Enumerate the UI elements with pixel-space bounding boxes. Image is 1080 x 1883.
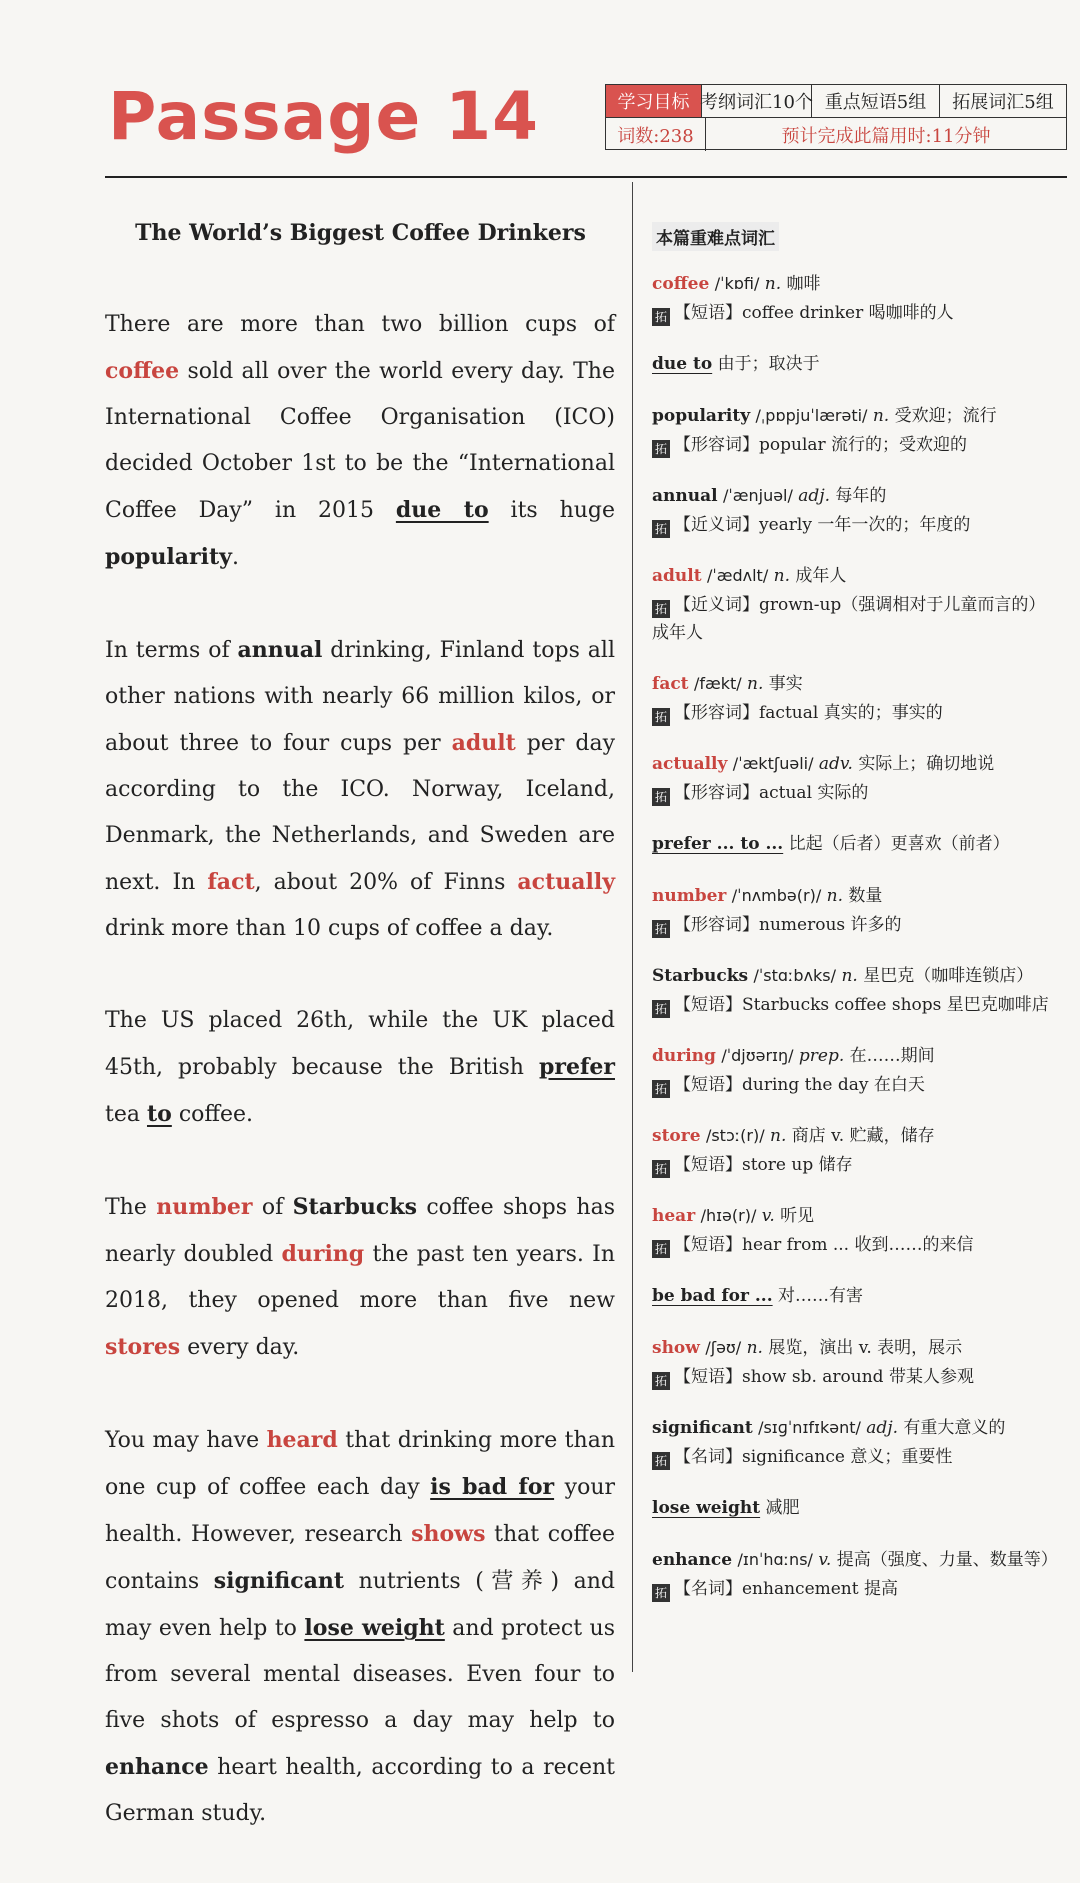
- goals-estimated-time: 预计完成此篇用时:11分钟: [781, 125, 991, 147]
- extension-tag: 【形容词】: [674, 703, 759, 723]
- vocab-meaning: 在……期间: [849, 1046, 935, 1066]
- extension-text: actual 实际的: [759, 783, 869, 803]
- header-divider: [105, 176, 1067, 178]
- vocab-headline: [652, 1333, 1062, 1363]
- vocab-meaning: 听见: [780, 1206, 815, 1226]
- extension-tag: 【近义词】: [674, 595, 759, 615]
- vocab-headline: [652, 1493, 1062, 1523]
- extension-text: grown-up（强调相对于儿童而言的）成年人: [652, 595, 1046, 643]
- phrase-prefer: prefer: [538, 1054, 615, 1080]
- vocab-entry: [652, 961, 1062, 1019]
- extension-tag: 【短语】: [674, 1235, 742, 1255]
- text-run: heart health, according to a recent German study.: [105, 1755, 615, 1826]
- goals-phrase-count: 重点短语5组: [812, 85, 940, 117]
- vocab-headline: [652, 401, 1062, 431]
- vocab-extension: [652, 699, 1062, 727]
- keyword-enhance: enhance: [105, 1754, 209, 1780]
- phrase-due-to: due to: [395, 497, 489, 523]
- keyword-stores: stores: [105, 1334, 181, 1360]
- vocab-word: number: [652, 886, 727, 906]
- vocab-headline: [652, 1281, 1062, 1311]
- vocab-entry: [652, 881, 1062, 939]
- vocab-part-of-speech: n.: [826, 886, 843, 906]
- vocab-meaning: 有重大意义的: [903, 1418, 1006, 1438]
- extension-text: during the day 在白天: [742, 1075, 925, 1095]
- vocab-entry: [652, 1281, 1062, 1311]
- vocab-word: be bad for ...: [652, 1286, 773, 1306]
- vocab-extension: [652, 1363, 1062, 1391]
- vocab-pronunciation: /ˌpɒpjuˈlærəti/: [755, 406, 868, 425]
- vocab-entry: [652, 401, 1062, 459]
- vocab-pronunciation: /ˈstɑːbʌks/: [753, 966, 837, 985]
- vocab-headline: [652, 349, 1062, 379]
- text-run: coffee shops has nearly doubled: [105, 1195, 616, 1267]
- vocab-word: enhance: [652, 1550, 733, 1570]
- text-run: , about 20% of Finns: [254, 870, 518, 895]
- vocab-pronunciation: /fækt/: [693, 674, 742, 693]
- vocab-entry: [652, 1493, 1062, 1523]
- vocab-part-of-speech: adj.: [866, 1418, 898, 1438]
- text-run: the past ten years. In 2018, they opened more than five new: [105, 1242, 615, 1313]
- extension-tag: 【名词】: [674, 1579, 742, 1599]
- vocab-headline: [652, 481, 1062, 511]
- vocab-word: significant: [652, 1418, 753, 1438]
- vocab-pronunciation: /ˈkɒfi/: [714, 274, 760, 293]
- keyword-during: during: [281, 1241, 365, 1267]
- vocab-entry: [652, 1201, 1062, 1259]
- keyword-number: number: [156, 1194, 253, 1220]
- vocab-meaning: 提高（强度、力量、数量等）: [836, 1550, 1058, 1570]
- vocab-meaning: 对……有害: [778, 1286, 864, 1306]
- vocab-pronunciation: /hɪə(r)/: [700, 1206, 757, 1225]
- vocab-entry: [652, 1545, 1062, 1603]
- paragraph-4: [105, 1184, 615, 1371]
- vocab-extension: [652, 511, 1062, 539]
- extension-tag: 【短语】: [674, 303, 742, 323]
- vocab-extension: [652, 1071, 1062, 1099]
- extension-icon: 拓: [652, 1584, 670, 1602]
- vocab-word: during: [652, 1046, 716, 1066]
- extension-tag: 【形容词】: [674, 783, 759, 803]
- keyword-heard: heard: [266, 1427, 338, 1453]
- phrase-to: to: [146, 1101, 172, 1127]
- vocab-word: prefer ... to ...: [652, 834, 784, 854]
- vocab-word: actually: [652, 754, 728, 774]
- vocab-part-of-speech: n.: [770, 1126, 787, 1146]
- text-run: nutrients (营养) and may even help to: [105, 1569, 615, 1641]
- vocab-meaning: 咖啡: [786, 274, 821, 294]
- extension-text: coffee drinker 喝咖啡的人: [742, 303, 954, 323]
- vocab-headline: [652, 881, 1062, 911]
- vocab-pronunciation: /ˈænjuəl/: [722, 486, 793, 505]
- vocab-entry: [652, 749, 1062, 807]
- keyword-adult: adult: [451, 730, 516, 756]
- vocab-entry: [652, 829, 1062, 859]
- extension-text: Starbucks coffee shops 星巴克咖啡店: [742, 995, 1049, 1015]
- keyword-coffee: coffee: [105, 358, 180, 384]
- vocab-pronunciation: /ˈædʌlt/: [706, 566, 769, 585]
- keyword-significant: significant: [213, 1568, 345, 1594]
- vocabulary-list: [652, 269, 1062, 1603]
- vocab-extension: [652, 591, 1062, 647]
- vocab-meaning: 事实: [768, 674, 803, 694]
- keyword-fact: fact: [207, 869, 255, 895]
- extension-icon: 拓: [652, 920, 670, 938]
- extension-icon: 拓: [652, 708, 670, 726]
- vocab-meaning: 减肥: [765, 1498, 800, 1518]
- extension-tag: 【近义词】: [674, 515, 759, 535]
- vocab-meaning: 星巴克（咖啡连锁店）: [863, 966, 1034, 986]
- vocab-word: lose weight: [652, 1498, 761, 1518]
- vocab-part-of-speech: n.: [746, 1338, 763, 1358]
- vocab-meaning: 受欢迎；流行: [894, 406, 997, 426]
- vocab-word: adult: [652, 566, 702, 586]
- vocabulary-panel: [652, 222, 1062, 1625]
- vocab-meaning: 成年人: [795, 566, 847, 586]
- learning-goals-table: [605, 84, 1067, 150]
- vocab-meaning: 商店 v. 贮藏，储存: [791, 1126, 935, 1146]
- vocab-headline: [652, 269, 1062, 299]
- article-body: [105, 302, 615, 1883]
- extension-text: numerous 许多的: [759, 915, 902, 935]
- text-run: You may have: [105, 1428, 267, 1453]
- vocab-pronunciation: /ʃəʊ/: [705, 1338, 742, 1357]
- vocab-extension: [652, 1575, 1062, 1603]
- extension-tag: 【形容词】: [674, 435, 759, 455]
- vocab-part-of-speech: n.: [764, 274, 782, 294]
- vocab-word: due to: [652, 354, 713, 374]
- text-run: The: [105, 1195, 157, 1220]
- text-run: of: [252, 1195, 293, 1220]
- paragraph-5: [105, 1417, 615, 1837]
- extension-text: popular 流行的；受欢迎的: [759, 435, 968, 455]
- goals-row: [606, 85, 1066, 118]
- phrase-is-bad-for: is bad for: [430, 1474, 555, 1500]
- paragraph-2: [105, 627, 615, 952]
- vocab-part-of-speech: adv.: [818, 754, 853, 774]
- vocab-extension: [652, 779, 1062, 807]
- extension-text: show sb. around 带某人参观: [742, 1367, 974, 1387]
- vocab-meaning: 展览，演出 v. 表明，展示: [768, 1338, 963, 1358]
- text-run: that coffee contains: [105, 1522, 615, 1594]
- vocab-entry: [652, 1333, 1062, 1391]
- vocab-word: show: [652, 1338, 700, 1358]
- vocab-headline: [652, 829, 1062, 859]
- vocab-part-of-speech: v.: [818, 1550, 832, 1570]
- goals-label: 学习目标: [606, 85, 702, 117]
- column-divider: [632, 182, 633, 1672]
- vocab-extension: [652, 1151, 1062, 1179]
- text-run: tea: [105, 1102, 147, 1127]
- extension-icon: 拓: [652, 1452, 670, 1470]
- vocab-word: fact: [652, 674, 689, 694]
- vocab-entry: [652, 269, 1062, 327]
- extension-tag: 【短语】: [674, 1155, 742, 1175]
- vocab-pronunciation: /ˈdjʊərɪŋ/: [721, 1046, 794, 1065]
- goals-vocab-count: 考纲词汇10个: [702, 85, 812, 117]
- extension-text: enhancement 提高: [742, 1579, 898, 1599]
- text-run: and protect us from several mental diseases. Even four to five shots of espresso a day may help to: [105, 1616, 615, 1733]
- vocab-meaning: 数量: [848, 886, 883, 906]
- keyword-annual: annual: [237, 637, 323, 663]
- goals-extension-count: 拓展词汇5组: [952, 92, 1054, 113]
- extension-text: significance 意义；重要性: [742, 1447, 953, 1467]
- extension-icon: 拓: [652, 788, 670, 806]
- vocab-part-of-speech: n.: [747, 674, 764, 694]
- vocab-headline: [652, 749, 1062, 779]
- keyword-starbucks: Starbucks: [292, 1194, 417, 1220]
- vocab-part-of-speech: n.: [841, 966, 858, 986]
- vocab-part-of-speech: v.: [761, 1206, 775, 1226]
- vocab-meaning: 比起（后者）更喜欢（前者）: [788, 834, 1010, 854]
- vocab-word: coffee: [652, 274, 710, 294]
- vocab-headline: [652, 1041, 1062, 1071]
- phrase-lose-weight: lose weight: [304, 1615, 445, 1641]
- goals-row: [606, 118, 1066, 151]
- extension-tag: 【形容词】: [674, 915, 759, 935]
- vocab-part-of-speech: n.: [872, 406, 890, 426]
- vocab-word: hear: [652, 1206, 696, 1226]
- text-run: drink more than 10 cups of coffee a day.: [105, 916, 554, 941]
- extension-icon: 拓: [652, 1160, 670, 1178]
- keyword-actually: actually: [517, 869, 615, 895]
- vocab-headline: [652, 561, 1062, 591]
- paragraph-3: [105, 998, 615, 1138]
- extension-icon: 拓: [652, 308, 670, 326]
- extension-tag: 【名词】: [674, 1447, 742, 1467]
- vocab-pronunciation: /ˈæktʃuəli/: [732, 754, 814, 773]
- extension-icon: 拓: [652, 1372, 670, 1390]
- vocab-pronunciation: /ɪnˈhɑːns/: [737, 1550, 813, 1569]
- text-run: its huge: [488, 498, 616, 523]
- vocab-extension: [652, 431, 1062, 459]
- vocab-word: popularity: [652, 406, 751, 426]
- extension-icon: 拓: [652, 600, 670, 618]
- text-run: that drinking more than one cup of coffee each day: [105, 1428, 615, 1500]
- vocab-headline: [652, 669, 1062, 699]
- vocab-entry: [652, 1041, 1062, 1099]
- article-title: The World’s Biggest Coffee Drinkers: [135, 220, 586, 246]
- extension-icon: 拓: [652, 1080, 670, 1098]
- extension-tag: 【短语】: [674, 995, 742, 1015]
- extension-text: store up 储存: [742, 1155, 853, 1175]
- text-run: sold all over the world every day. The International Coffee Organisation (ICO) decided October 1st to be the “International Coffee Day” in 2015: [105, 359, 615, 523]
- vocab-headline: [652, 961, 1062, 991]
- vocab-entry: [652, 561, 1062, 647]
- vocab-word: store: [652, 1126, 701, 1146]
- extension-text: yearly 一年一次的；年度的: [759, 515, 971, 535]
- vocab-extension: [652, 991, 1062, 1019]
- vocab-headline: [652, 1121, 1062, 1151]
- extension-text: factual 真实的；事实的: [759, 703, 943, 723]
- extension-icon: 拓: [652, 1000, 670, 1018]
- vocab-entry: [652, 1413, 1062, 1471]
- vocab-part-of-speech: n.: [773, 566, 790, 586]
- vocab-meaning: 由于；取决于: [717, 354, 820, 374]
- vocab-entry: [652, 669, 1062, 727]
- goals-word-count: 词数:238: [606, 118, 706, 151]
- text-run: .: [231, 545, 239, 570]
- keyword-popularity: popularity: [105, 544, 232, 570]
- text-run: In terms of: [105, 638, 238, 663]
- vocab-extension: [652, 911, 1062, 939]
- keyword-shows: shows: [411, 1521, 486, 1547]
- vocab-extension: [652, 1443, 1062, 1471]
- vocab-extension: [652, 1231, 1062, 1259]
- vocab-word: annual: [652, 486, 718, 506]
- vocab-meaning: 实际上；确切地说: [858, 754, 995, 774]
- vocab-entry: [652, 1121, 1062, 1179]
- extension-tag: 【短语】: [674, 1075, 742, 1095]
- extension-icon: 拓: [652, 520, 670, 538]
- text-run: drinking, Finland tops all other nations with nearly 66 million kilos, or about three to four cups per: [105, 638, 615, 756]
- vocab-headline: [652, 1545, 1062, 1575]
- extension-tag: 【短语】: [674, 1367, 742, 1387]
- vocab-word: Starbucks: [652, 966, 749, 986]
- text-run: The US placed 26th, while the UK placed 45th, probably because the British: [105, 1008, 615, 1080]
- vocab-extension: [652, 299, 1062, 327]
- vocab-entry: [652, 349, 1062, 379]
- text-run: per day according to the ICO. Norway, Iceland, Denmark, the Netherlands, and Sweden are next. In: [105, 731, 615, 895]
- vocab-part-of-speech: prep.: [798, 1046, 845, 1066]
- vocab-entry: [652, 481, 1062, 539]
- extension-text: hear from ... 收到……的来信: [742, 1235, 974, 1255]
- vocab-pronunciation: /stɔː(r)/: [705, 1126, 765, 1145]
- text-run: your health. However, research: [105, 1475, 616, 1547]
- text-run: every day.: [180, 1335, 300, 1360]
- vocab-headline: [652, 1201, 1062, 1231]
- text-run: coffee.: [171, 1102, 254, 1127]
- vocab-pronunciation: /sɪɡˈnɪfɪkənt/: [758, 1418, 861, 1437]
- extension-icon: 拓: [652, 1240, 670, 1258]
- text-run: There are more than two billion cups of: [105, 312, 615, 337]
- vocab-headline: [652, 1413, 1062, 1443]
- vocab-part-of-speech: adj.: [798, 486, 830, 506]
- extension-icon: 拓: [652, 440, 670, 458]
- vocab-meaning: 每年的: [835, 486, 887, 506]
- vocab-pronunciation: /ˈnʌmbə(r)/: [731, 886, 822, 905]
- vocabulary-heading: 本篇重难点词汇: [652, 222, 779, 251]
- paragraph-1: [105, 302, 615, 581]
- passage-title: Passage 14: [108, 78, 540, 155]
